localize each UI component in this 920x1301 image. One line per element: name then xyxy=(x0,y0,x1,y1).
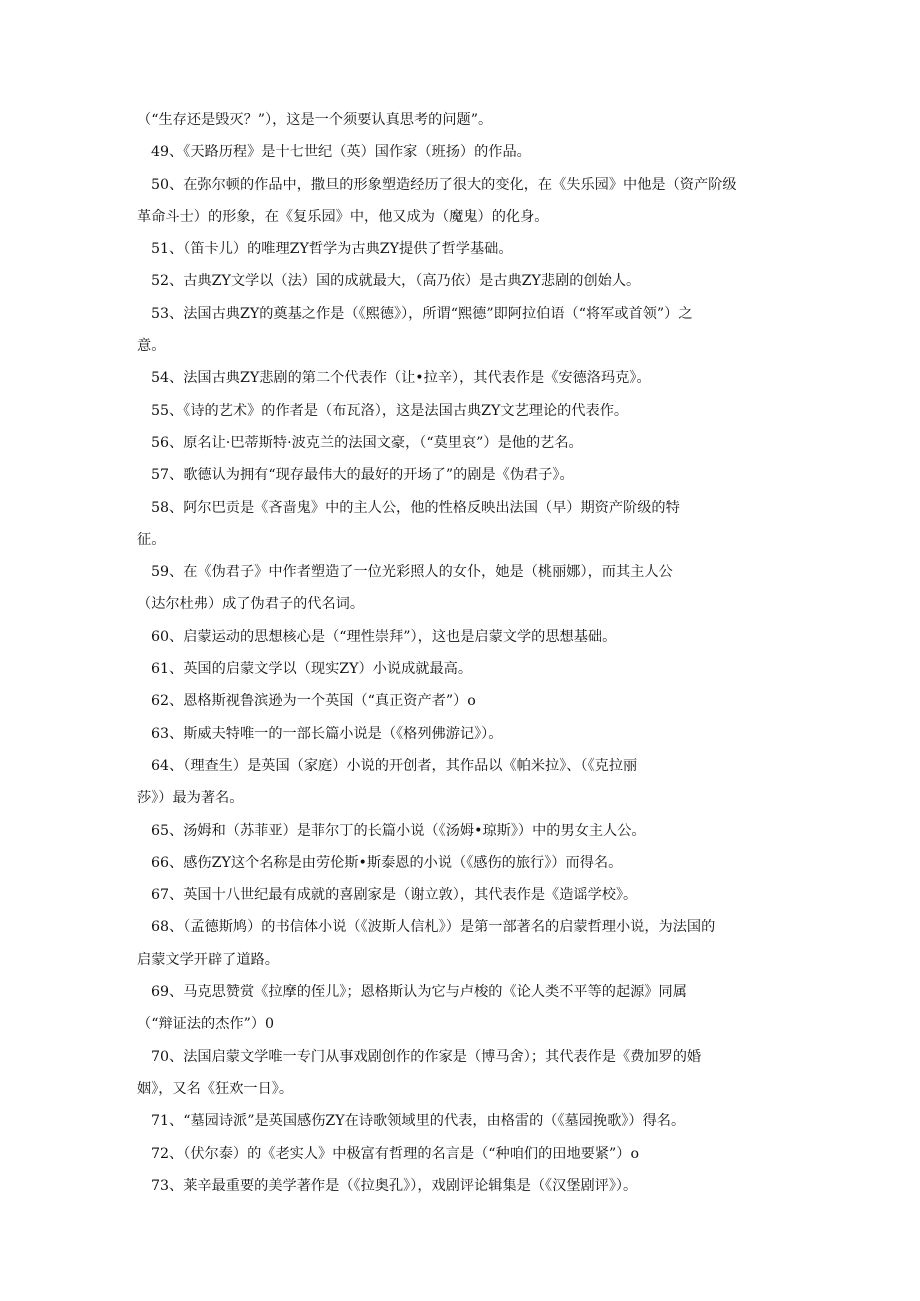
text-line: 55、《诗的艺术》的作者是（布瓦洛），这是法国古典ZY文艺理论的代表作。 xyxy=(151,402,629,419)
text-line: 革命斗士）的形象，在《复乐园》中，他又成为（魔鬼）的化身。 xyxy=(137,208,549,225)
text-line: 征。 xyxy=(137,531,166,548)
text-line: 57、歌德认为拥有“现存最伟大的最好的开场了”的剧是《伪君子》。 xyxy=(151,467,574,484)
text-line: 67、英国十八世纪最有成就的喜剧家是（谢立敦），其代表作是《造谣学校》。 xyxy=(151,887,638,904)
text-line: 启蒙文学开辟了道路。 xyxy=(137,951,279,968)
text-line: 姻》，又名《狂欢一日》。 xyxy=(137,1080,294,1097)
text-line: 62、恩格斯视鲁滨逊为一个英国（“真正资产者”）o xyxy=(151,693,476,710)
text-line: 49、《天路历程》是十七世纪（英）国作家（班扬）的作品。 xyxy=(151,144,531,161)
text-line: 56、原名让·巴蒂斯特·波克兰的法国文豪，（“莫里哀”）是他的艺名。 xyxy=(151,434,583,451)
text-line: 意。 xyxy=(137,338,166,355)
text-line: 72、（伏尔泰）的《老实人》中极富有哲理的名言是（“种咱们的田地要紧”）o xyxy=(151,1145,640,1162)
text-line: 70、法国启蒙文学唯一专门从事戏剧创作的作家是（博马舍）；其代表作是《费加罗的婚 xyxy=(151,1048,702,1065)
text-line: 71、“墓园诗派”是英国感伤ZY在诗歌领域里的代表，由格雷的（《墓园挽歌》）得名。 xyxy=(151,1113,686,1130)
text-line: 莎》）最为著名。 xyxy=(137,790,244,807)
text-line: 66、感伤ZY这个名称是由劳伦斯•斯泰恩的小说（《感伤的旅行》）而得名。 xyxy=(151,854,623,871)
text-line: 59、在《伪君子》中作者塑造了一位光彩照人的女仆，她是（桃丽娜），而其主人公 xyxy=(151,564,673,581)
text-line: 54、法国古典ZY悲剧的第二个代表作（让•拉辛），其代表作是《安德洛玛克》。 xyxy=(151,370,651,387)
text-line: 64、（理查生）是英国（家庭）小说的开创者，其作品以《帕米拉》、（《克拉丽 xyxy=(151,757,638,774)
text-line: 58、阿尔巴贡是《吝啬鬼》中的主人公，他的性格反映出法国（早）期资产阶级的特 xyxy=(151,499,680,516)
text-line: 52、古典ZY文学以（法）国的成就最大，（高乃依）是古典ZY悲剧的创始人。 xyxy=(151,273,641,290)
text-line: 63、斯威夫特唯一的一部长篇小说是（《格列佛游记》）。 xyxy=(151,725,503,742)
text-line: 51、（笛卡儿）的唯理ZY哲学为古典ZY提供了哲学基础。 xyxy=(151,241,513,258)
text-line: 61、英国的启蒙文学以（现实ZY）小说成就最高。 xyxy=(151,661,473,678)
text-line: 53、法国古典ZY的奠基之作是（《熙德》），所谓“熙德”即阿拉伯语（“将军或首领”）之 xyxy=(151,305,693,322)
text-line: 50、在弥尔顿的作品中，撒旦的形象塑造经历了很大的变化，在《失乐园》中他是（资产阶级 xyxy=(151,176,737,193)
text-line: 69、马克思赞赏《拉摩的侄儿》；恩格斯认为它与卢梭的《论人类不平等的起源》同属 xyxy=(151,984,687,1001)
text-line: （“辩证法的杰作”）0 xyxy=(137,1016,275,1033)
document-body xyxy=(137,104,785,1202)
text-line: 65、汤姆和（苏菲亚）是菲尔丁的长篇小说（《汤姆•琼斯》）中的男女主人公。 xyxy=(151,822,646,839)
text-line: 68、（孟德斯鸠）的书信体小说（《波斯人信札》）是第一部著名的启蒙哲理小说，为法国的 xyxy=(151,919,716,936)
text-line: 60、启蒙运动的思想核心是（“理性崇拜”），这也是启蒙文学的思想基础。 xyxy=(151,628,617,645)
text-line: 73、莱辛最重要的美学著作是（《拉奥孔》），戏剧评论辑集是（《汉堡剧评》）。 xyxy=(151,1177,638,1194)
text-line: （“生存还是毁灭？”），这是一个须要认真思考的问题”。 xyxy=(137,112,493,128)
text-line: （达尔杜弗）成了伪君子的代名词。 xyxy=(137,596,365,613)
